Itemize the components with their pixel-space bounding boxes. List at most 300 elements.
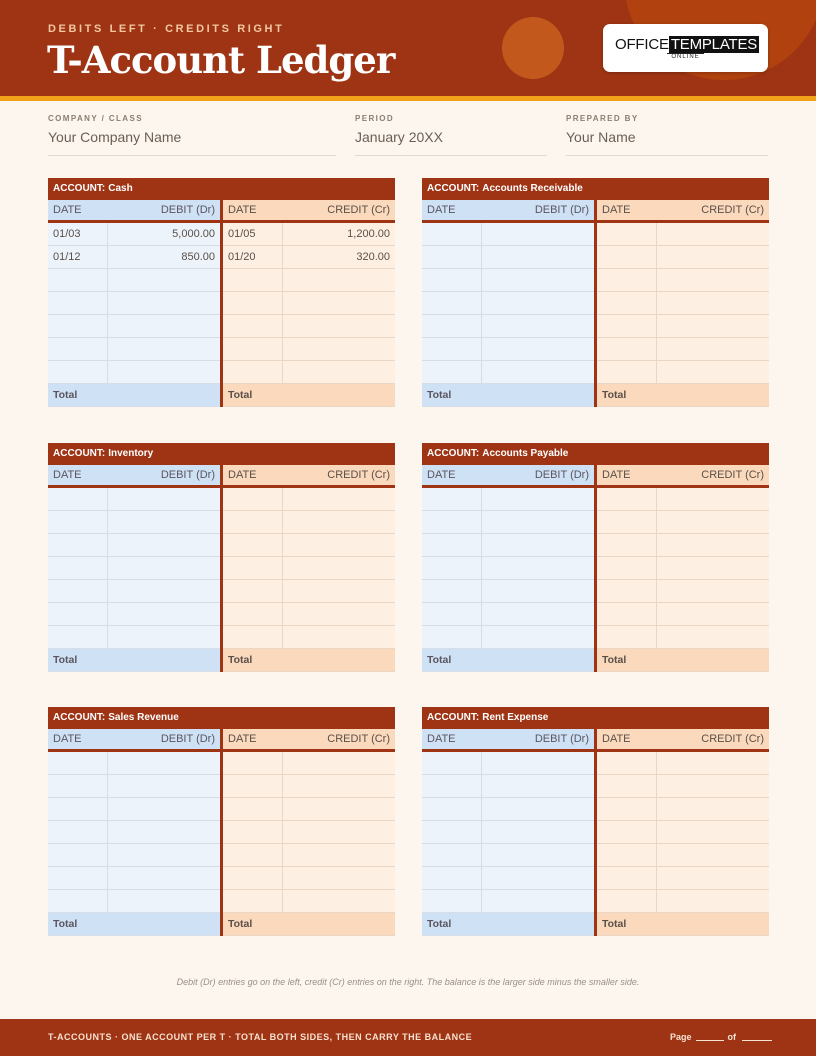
- debit-amount-cell[interactable]: [482, 292, 594, 315]
- logo-sub: [603, 54, 768, 60]
- credit-amount-cell[interactable]: [657, 488, 769, 511]
- credit-date-cell[interactable]: [223, 798, 283, 821]
- credit-amount-cell[interactable]: [657, 534, 769, 557]
- ledger-row: [48, 821, 395, 844]
- credit-amount-cell[interactable]: 320.00: [283, 246, 395, 269]
- debit-date-cell[interactable]: [422, 488, 482, 511]
- credit-date-cell[interactable]: [597, 488, 657, 511]
- credit-date-cell[interactable]: [223, 626, 283, 649]
- debit-amount-cell[interactable]: [108, 557, 220, 580]
- credit-amount-cell[interactable]: [657, 626, 769, 649]
- credit-amount-cell[interactable]: [657, 775, 769, 798]
- credit-date-cell[interactable]: 01/05: [223, 223, 283, 246]
- credit-amount-cell[interactable]: [657, 867, 769, 890]
- account-header: [422, 707, 769, 729]
- debit-amount-cell[interactable]: [482, 269, 594, 292]
- credit-amount-cell[interactable]: [283, 626, 395, 649]
- debit-amount-cell[interactable]: [482, 580, 594, 603]
- debit-amount-cell[interactable]: [108, 488, 220, 511]
- column-header-row: [48, 729, 395, 752]
- total-row: [422, 649, 769, 672]
- credit-date-header: DATE: [597, 465, 657, 488]
- column-header-row: [422, 465, 769, 488]
- credit-total-value[interactable]: [657, 913, 769, 936]
- credit-date-cell[interactable]: [597, 775, 657, 798]
- debit-date-header: DATE: [48, 729, 108, 752]
- credit-amount-cell[interactable]: [283, 534, 395, 557]
- credit-amount-cell[interactable]: [657, 223, 769, 246]
- credit-amount-cell[interactable]: [283, 292, 395, 315]
- debit-date-cell[interactable]: [422, 269, 482, 292]
- credit-amount-cell[interactable]: [283, 867, 395, 890]
- debit-amount-cell[interactable]: [108, 890, 220, 913]
- debit-amount-cell[interactable]: [482, 626, 594, 649]
- debit-header: DEBIT (Dr): [108, 465, 220, 488]
- account-prefix: ACCOUNT:: [53, 712, 106, 723]
- debit-amount-cell[interactable]: [482, 821, 594, 844]
- debit-amount-cell[interactable]: [108, 775, 220, 798]
- ledger-row: [48, 798, 395, 821]
- debit-date-cell[interactable]: [48, 361, 108, 384]
- debit-amount-cell[interactable]: [482, 246, 594, 269]
- debit-date-cell[interactable]: [422, 626, 482, 649]
- debit-amount-cell[interactable]: [482, 557, 594, 580]
- ledger-row: [422, 603, 769, 626]
- credit-date-header: DATE: [223, 200, 283, 223]
- total-row: [422, 913, 769, 936]
- debit-amount-cell[interactable]: [482, 867, 594, 890]
- debit-amount-cell[interactable]: [482, 223, 594, 246]
- logo-wordmark: [615, 36, 759, 53]
- debit-date-cell[interactable]: [48, 798, 108, 821]
- debit-amount-cell[interactable]: 5,000.00: [108, 223, 220, 246]
- debit-total-label: Total: [422, 384, 482, 407]
- credit-date-cell[interactable]: [223, 488, 283, 511]
- credit-amount-cell[interactable]: [283, 511, 395, 534]
- account-name[interactable]: Inventory: [108, 448, 154, 459]
- credit-amount-cell[interactable]: [657, 890, 769, 913]
- ledger-row: [48, 752, 395, 775]
- credit-date-cell[interactable]: [597, 580, 657, 603]
- debit-amount-cell[interactable]: [108, 752, 220, 775]
- ledger-row: [422, 798, 769, 821]
- credit-amount-cell[interactable]: [657, 511, 769, 534]
- debit-header: DEBIT (Dr): [108, 729, 220, 752]
- prepared-by-field-value[interactable]: Your Name: [566, 129, 636, 145]
- credit-date-cell[interactable]: [223, 844, 283, 867]
- logo-word-templates: TEMPLATES: [670, 36, 758, 53]
- credit-amount-cell[interactable]: [283, 890, 395, 913]
- credit-date-header: DATE: [597, 729, 657, 752]
- debit-date-cell[interactable]: [422, 223, 482, 246]
- ledger-row: [48, 626, 395, 649]
- total-row: [48, 649, 395, 672]
- debit-amount-cell[interactable]: [482, 752, 594, 775]
- debit-date-header: DATE: [48, 200, 108, 223]
- of-label: of: [727, 1032, 737, 1042]
- account-name[interactable]: Cash: [108, 183, 133, 194]
- credit-date-cell[interactable]: [597, 821, 657, 844]
- period-field-value[interactable]: January 20XX: [355, 129, 443, 145]
- debit-date-cell[interactable]: [48, 269, 108, 292]
- column-header-row: [422, 729, 769, 752]
- debit-date-header: DATE: [422, 200, 482, 223]
- company-field-value[interactable]: Your Company Name: [48, 129, 182, 145]
- debit-header: DEBIT (Dr): [482, 729, 594, 752]
- credit-total-value[interactable]: [657, 384, 769, 407]
- debit-total-value[interactable]: [482, 913, 594, 936]
- debit-amount-cell[interactable]: [482, 361, 594, 384]
- credit-total-value[interactable]: [657, 649, 769, 672]
- page-total-blank[interactable]: [742, 1040, 772, 1041]
- ledger-row: [422, 361, 769, 384]
- debit-date-cell[interactable]: [48, 752, 108, 775]
- credit-date-header: DATE: [223, 729, 283, 752]
- credit-header: CREDIT (Cr): [657, 729, 769, 752]
- credit-total-value[interactable]: [283, 384, 395, 407]
- prepared-by-field-label: PREPARED BY: [566, 114, 639, 123]
- account-rent-expense: [422, 707, 769, 936]
- debit-date-cell[interactable]: [48, 867, 108, 890]
- credit-amount-cell[interactable]: [283, 488, 395, 511]
- credit-date-cell[interactable]: [597, 603, 657, 626]
- credit-total-value[interactable]: [283, 649, 395, 672]
- credit-amount-cell[interactable]: [283, 361, 395, 384]
- debit-date-cell[interactable]: [422, 246, 482, 269]
- credit-date-cell[interactable]: [223, 511, 283, 534]
- debit-date-cell[interactable]: [48, 534, 108, 557]
- credit-amount-cell[interactable]: [283, 315, 395, 338]
- credit-date-cell[interactable]: [597, 511, 657, 534]
- ledger-row: [422, 338, 769, 361]
- debit-amount-cell[interactable]: [482, 798, 594, 821]
- debit-date-cell[interactable]: [48, 626, 108, 649]
- account-name[interactable]: Sales Revenue: [108, 712, 179, 723]
- credit-amount-cell[interactable]: [283, 269, 395, 292]
- credit-header: CREDIT (Cr): [283, 200, 395, 223]
- account-header: [48, 178, 395, 200]
- ledger-row: [48, 775, 395, 798]
- credit-total-label: Total: [223, 649, 283, 672]
- debit-date-cell[interactable]: 01/12: [48, 246, 108, 269]
- prepared-by-field[interactable]: [566, 114, 768, 156]
- credit-amount-cell[interactable]: [657, 844, 769, 867]
- credit-date-cell[interactable]: [597, 557, 657, 580]
- debit-amount-cell[interactable]: 850.00: [108, 246, 220, 269]
- ledger-row: [48, 890, 395, 913]
- debit-total-value[interactable]: [482, 649, 594, 672]
- debit-amount-cell[interactable]: [482, 534, 594, 557]
- credit-date-cell[interactable]: [597, 246, 657, 269]
- debit-date-cell[interactable]: [48, 315, 108, 338]
- credit-date-cell[interactable]: [223, 315, 283, 338]
- debit-date-cell[interactable]: [48, 488, 108, 511]
- credit-total-label: Total: [597, 649, 657, 672]
- credit-date-cell[interactable]: [223, 361, 283, 384]
- credit-amount-cell[interactable]: [283, 580, 395, 603]
- debit-date-cell[interactable]: [422, 557, 482, 580]
- tagline: DEBITS LEFT · CREDITS RIGHT: [48, 23, 285, 35]
- credit-amount-cell[interactable]: [657, 821, 769, 844]
- credit-date-cell[interactable]: [223, 890, 283, 913]
- credit-amount-cell[interactable]: [283, 775, 395, 798]
- page-number-blank[interactable]: [696, 1040, 724, 1041]
- credit-date-cell[interactable]: [597, 269, 657, 292]
- credit-date-cell[interactable]: [223, 338, 283, 361]
- credit-total-label: Total: [223, 913, 283, 936]
- account-inventory: [48, 443, 395, 672]
- debit-amount-cell[interactable]: [482, 844, 594, 867]
- credit-date-cell[interactable]: [223, 603, 283, 626]
- ledger-row: [422, 269, 769, 292]
- debit-amount-cell[interactable]: [108, 821, 220, 844]
- credit-date-cell[interactable]: [597, 798, 657, 821]
- ledger-row: [48, 557, 395, 580]
- credit-date-cell[interactable]: 01/20: [223, 246, 283, 269]
- ledger-row: [48, 867, 395, 890]
- debit-amount-cell[interactable]: [108, 361, 220, 384]
- debit-amount-cell[interactable]: [482, 315, 594, 338]
- ledger-row: [422, 488, 769, 511]
- credit-date-cell[interactable]: [223, 867, 283, 890]
- debit-date-cell[interactable]: [422, 580, 482, 603]
- accent-stripe: [0, 96, 816, 101]
- debit-total-label: Total: [48, 384, 108, 407]
- debit-header: DEBIT (Dr): [108, 200, 220, 223]
- logo-sub-text: ONLINE: [667, 53, 703, 60]
- credit-total-label: Total: [597, 913, 657, 936]
- credit-date-cell[interactable]: [597, 890, 657, 913]
- debit-total-label: Total: [48, 649, 108, 672]
- debit-date-cell[interactable]: [422, 315, 482, 338]
- credit-date-cell[interactable]: [223, 292, 283, 315]
- account-prefix: ACCOUNT:: [427, 448, 480, 459]
- debit-date-cell[interactable]: [422, 821, 482, 844]
- credit-date-cell[interactable]: [597, 867, 657, 890]
- credit-amount-cell[interactable]: [283, 557, 395, 580]
- credit-amount-cell[interactable]: [283, 798, 395, 821]
- office-templates-logo[interactable]: [603, 24, 768, 72]
- credit-amount-cell[interactable]: [657, 246, 769, 269]
- credit-amount-cell[interactable]: [657, 580, 769, 603]
- debit-total-label: Total: [422, 649, 482, 672]
- debit-date-cell[interactable]: [422, 752, 482, 775]
- credit-date-header: DATE: [223, 465, 283, 488]
- credit-date-cell[interactable]: [597, 315, 657, 338]
- credit-date-cell[interactable]: [223, 534, 283, 557]
- credit-header: CREDIT (Cr): [657, 200, 769, 223]
- debit-date-cell[interactable]: [48, 338, 108, 361]
- page-number[interactable]: [670, 1032, 772, 1042]
- debit-date-cell[interactable]: [422, 361, 482, 384]
- debit-amount-cell[interactable]: [108, 315, 220, 338]
- account-name[interactable]: Accounts Receivable: [482, 183, 583, 194]
- total-row: [422, 384, 769, 407]
- account-name[interactable]: Accounts Payable: [482, 448, 569, 459]
- company-field[interactable]: [48, 114, 336, 156]
- credit-amount-cell[interactable]: [283, 752, 395, 775]
- debit-date-cell[interactable]: [48, 844, 108, 867]
- debit-header: DEBIT (Dr): [482, 465, 594, 488]
- debit-date-cell[interactable]: [48, 557, 108, 580]
- column-header-row: [48, 200, 395, 223]
- credit-amount-cell[interactable]: [657, 315, 769, 338]
- ledger-row: [422, 626, 769, 649]
- credit-amount-cell[interactable]: [657, 603, 769, 626]
- ledger-row: [422, 246, 769, 269]
- credit-date-header: DATE: [597, 200, 657, 223]
- debit-amount-cell[interactable]: [482, 488, 594, 511]
- company-field-label: COMPANY / CLASS: [48, 114, 143, 123]
- debit-date-cell[interactable]: [48, 511, 108, 534]
- debit-date-header: DATE: [48, 465, 108, 488]
- debit-date-cell[interactable]: [422, 292, 482, 315]
- credit-amount-cell[interactable]: [657, 292, 769, 315]
- ledger-row: [422, 775, 769, 798]
- debit-date-cell[interactable]: 01/03: [48, 223, 108, 246]
- debit-date-cell[interactable]: [48, 603, 108, 626]
- total-row: [48, 384, 395, 407]
- ledger-row: [48, 580, 395, 603]
- page-title: T-Account Ledger: [47, 38, 395, 82]
- ledger-row: [422, 752, 769, 775]
- credit-date-cell[interactable]: [597, 626, 657, 649]
- debit-date-cell[interactable]: [422, 867, 482, 890]
- credit-amount-cell[interactable]: 1,200.00: [283, 223, 395, 246]
- credit-header: CREDIT (Cr): [283, 729, 395, 752]
- credit-date-cell[interactable]: [223, 557, 283, 580]
- account-accounts-payable: [422, 443, 769, 672]
- debit-date-cell[interactable]: [48, 292, 108, 315]
- debit-amount-cell[interactable]: [108, 269, 220, 292]
- debit-total-value[interactable]: [108, 913, 220, 936]
- account-header: [48, 707, 395, 729]
- debit-amount-cell[interactable]: [482, 775, 594, 798]
- debit-amount-cell[interactable]: [108, 580, 220, 603]
- total-row: [48, 913, 395, 936]
- debit-date-cell[interactable]: [48, 580, 108, 603]
- credit-header: CREDIT (Cr): [283, 465, 395, 488]
- ledger-row: [48, 315, 395, 338]
- ledger-row: [422, 890, 769, 913]
- ledger-row: [422, 580, 769, 603]
- ledger-row: [48, 361, 395, 384]
- instruction-note: Debit (Dr) entries go on the left, credit (Cr) entries on the right. The balance is the larger side minus the smaller side.: [176, 977, 640, 987]
- ledger-row: [48, 338, 395, 361]
- credit-amount-cell[interactable]: [657, 798, 769, 821]
- credit-date-cell[interactable]: [597, 292, 657, 315]
- debit-total-value[interactable]: [482, 384, 594, 407]
- ledger-row: [48, 246, 395, 269]
- credit-amount-cell[interactable]: [283, 603, 395, 626]
- debit-amount-cell[interactable]: [482, 338, 594, 361]
- debit-total-value[interactable]: [108, 649, 220, 672]
- debit-date-cell[interactable]: [48, 890, 108, 913]
- credit-date-cell[interactable]: [597, 534, 657, 557]
- logo-word-office: OFFICE: [615, 36, 669, 53]
- debit-date-cell[interactable]: [422, 890, 482, 913]
- debit-date-cell[interactable]: [422, 603, 482, 626]
- debit-amount-cell[interactable]: [108, 338, 220, 361]
- account-header: [48, 443, 395, 465]
- ledger-row: [48, 223, 395, 246]
- credit-date-cell[interactable]: [223, 775, 283, 798]
- debit-amount-cell[interactable]: [108, 867, 220, 890]
- page-footer: [0, 1019, 816, 1056]
- credit-date-cell[interactable]: [597, 752, 657, 775]
- debit-date-cell[interactable]: [422, 338, 482, 361]
- credit-amount-cell[interactable]: [657, 338, 769, 361]
- credit-date-cell[interactable]: [223, 752, 283, 775]
- credit-header: CREDIT (Cr): [657, 465, 769, 488]
- credit-total-value[interactable]: [283, 913, 395, 936]
- credit-amount-cell[interactable]: [283, 821, 395, 844]
- credit-date-cell[interactable]: [597, 844, 657, 867]
- account-header: [422, 443, 769, 465]
- account-accounts-receivable: [422, 178, 769, 407]
- credit-amount-cell[interactable]: [283, 338, 395, 361]
- debit-date-cell[interactable]: [48, 821, 108, 844]
- debit-amount-cell[interactable]: [108, 626, 220, 649]
- debit-total-value[interactable]: [108, 384, 220, 407]
- debit-amount-cell[interactable]: [108, 292, 220, 315]
- debit-amount-cell[interactable]: [108, 798, 220, 821]
- ledger-row: [422, 223, 769, 246]
- credit-amount-cell[interactable]: [657, 361, 769, 384]
- debit-amount-cell[interactable]: [108, 534, 220, 557]
- debit-amount-cell[interactable]: [108, 844, 220, 867]
- account-name[interactable]: Rent Expense: [482, 712, 549, 723]
- debit-date-cell[interactable]: [422, 798, 482, 821]
- debit-date-cell[interactable]: [422, 534, 482, 557]
- debit-amount-cell[interactable]: [108, 603, 220, 626]
- ledger-row: [422, 534, 769, 557]
- debit-date-cell[interactable]: [422, 511, 482, 534]
- credit-date-cell[interactable]: [597, 361, 657, 384]
- debit-amount-cell[interactable]: [108, 511, 220, 534]
- debit-date-cell[interactable]: [48, 775, 108, 798]
- credit-date-cell[interactable]: [223, 580, 283, 603]
- page-label: Page: [670, 1032, 692, 1042]
- ledger-row: [48, 603, 395, 626]
- period-field-label: PERIOD: [355, 114, 395, 123]
- credit-total-label: Total: [223, 384, 283, 407]
- debit-amount-cell[interactable]: [482, 511, 594, 534]
- credit-date-cell[interactable]: [597, 223, 657, 246]
- account-cash: [48, 178, 395, 407]
- account-prefix: ACCOUNT:: [427, 183, 480, 194]
- credit-date-cell[interactable]: [223, 269, 283, 292]
- period-field[interactable]: [355, 114, 547, 156]
- ledger-row: [48, 269, 395, 292]
- account-header: [422, 178, 769, 200]
- debit-amount-cell[interactable]: [482, 890, 594, 913]
- credit-amount-cell[interactable]: [657, 752, 769, 775]
- credit-amount-cell[interactable]: [657, 557, 769, 580]
- credit-amount-cell[interactable]: [657, 269, 769, 292]
- account-prefix: ACCOUNT:: [427, 712, 480, 723]
- ledger-row: [422, 821, 769, 844]
- credit-date-cell[interactable]: [597, 338, 657, 361]
- debit-date-cell[interactable]: [422, 775, 482, 798]
- account-sales-revenue: [48, 707, 395, 936]
- ledger-row: [422, 867, 769, 890]
- debit-date-cell[interactable]: [422, 844, 482, 867]
- footer-text: T-ACCOUNTS · ONE ACCOUNT PER T · TOTAL BOTH SIDES, THEN CARRY THE BALANCE: [48, 1032, 473, 1042]
- credit-amount-cell[interactable]: [283, 844, 395, 867]
- debit-amount-cell[interactable]: [482, 603, 594, 626]
- credit-date-cell[interactable]: [223, 821, 283, 844]
